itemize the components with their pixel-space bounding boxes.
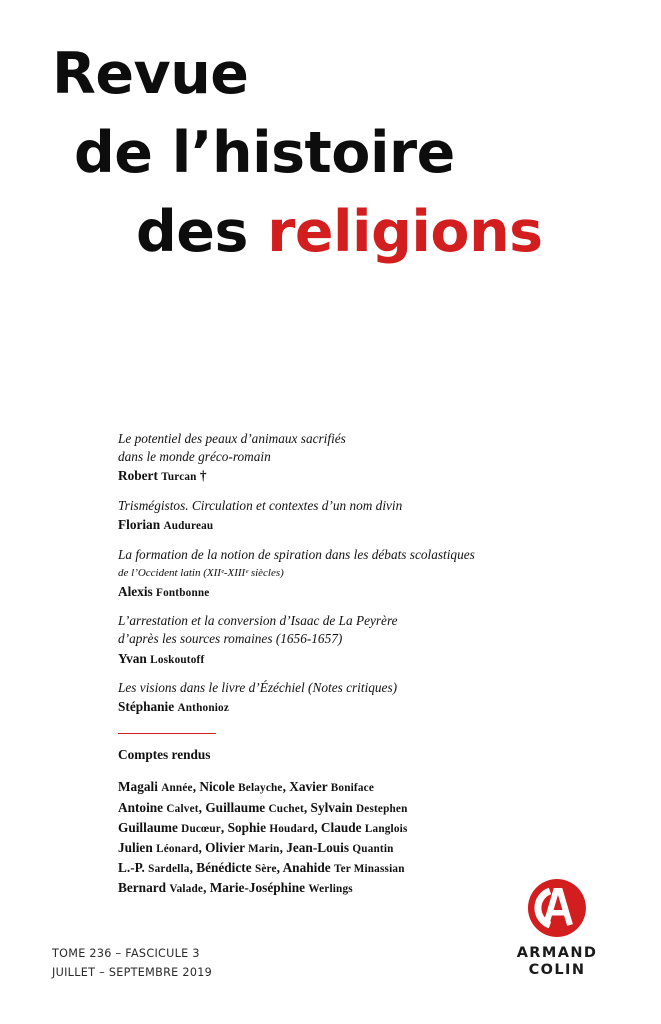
reviewer-lastname: Langlois: [364, 822, 408, 835]
separator: ,: [276, 860, 283, 876]
reviewer-lastname: Calvet: [166, 802, 199, 815]
reviewer-lastname: Ter Minassian: [333, 863, 405, 876]
separator: ,: [192, 779, 200, 795]
list-item: [118, 777, 568, 797]
reviewer-lastname: Houdard: [269, 822, 315, 835]
author-lastname: Fontbonne: [156, 586, 210, 599]
title-word-de-l: de l’: [74, 120, 212, 186]
armand-colin-mark-icon: [526, 877, 588, 939]
article-title-line-2: dans le monde gréco-romain: [118, 448, 271, 464]
reviewer-firstname: Anahide: [282, 860, 334, 876]
toc-entry: [118, 430, 568, 486]
toc-entry: [118, 546, 568, 602]
reviewer-firstname: Antoine: [118, 799, 167, 815]
reviewer-lastname: Valade: [169, 883, 204, 896]
reviewer-firstname: Marie-Joséphine: [209, 880, 309, 896]
reviewer-firstname: Nicole: [199, 779, 239, 795]
author-lastname: Anthonioz: [177, 702, 230, 715]
article-author: [118, 582, 568, 601]
article-author: [118, 515, 568, 534]
title-word-des: des: [136, 199, 268, 265]
publisher-name-line-2: COLIN: [528, 962, 586, 979]
reviewer-firstname: Xavier: [289, 779, 331, 795]
separator: ,: [203, 880, 210, 896]
article-title: [118, 679, 568, 697]
reviewer-lastname: Sardella: [148, 863, 190, 876]
article-title-line-1: Le potentiel des peaux d’animaux sacrifiés: [118, 431, 346, 446]
article-title-line-1: Les visions dans le livre d’Ézéchiel (Notes critiques): [118, 679, 398, 695]
reviewer-firstname: L.-P.: [118, 860, 149, 876]
article-title-line-2: d’après les sources romaines (1656-1657): [118, 630, 343, 646]
author-lastname: Loskoutoff: [150, 653, 205, 666]
reviewer-firstname: Claude: [320, 819, 365, 835]
reviewer-firstname: Julien: [118, 839, 157, 855]
separator: ,: [282, 779, 290, 795]
list-item: [118, 858, 568, 878]
reviewer-lastname: Belayche: [238, 782, 283, 795]
separator: ,: [220, 819, 228, 835]
article-title-line-1: Trismégistos. Circulation et contextes d’un nom divin: [118, 497, 403, 513]
reviewer-lastname: Boniface: [330, 782, 374, 795]
reviewer-lastname: Année: [161, 782, 193, 795]
article-title: [118, 430, 568, 465]
publisher-name: [501, 945, 613, 980]
author-lastname: Audureau: [163, 520, 214, 533]
reviewer-firstname: Bernard: [118, 880, 170, 896]
separator: ,: [279, 839, 287, 855]
list-item: [118, 818, 568, 838]
reviewer-firstname: Sylvain: [310, 799, 356, 815]
list-item: [118, 798, 568, 818]
author-firstname: Stéphanie: [118, 699, 178, 715]
reviewer-firstname: Bénédicte: [196, 860, 255, 876]
author-firstname: Alexis: [118, 583, 157, 599]
title-word-religions: religions: [267, 199, 543, 265]
author-firstname: Robert: [118, 468, 162, 484]
reviewer-firstname: Jean-Louis: [286, 839, 353, 855]
article-title: [118, 612, 568, 647]
issue-info: [52, 945, 212, 982]
reviewer-lastname: Sère: [254, 863, 277, 876]
article-title-line-1: La formation de la notion de spiration dans les débats scolastiques: [118, 546, 475, 562]
title-line-religions: [136, 199, 612, 265]
reviewer-lastname: Quantin: [352, 842, 394, 855]
separator: ,: [189, 860, 197, 876]
author-lastname: Turcan: [161, 471, 197, 484]
reviewer-lastname: Marin: [248, 842, 280, 855]
article-title-line-2: de l’Occident latin (XIIᵉ-XIIIᵉ siècles): [118, 567, 284, 580]
separator: ,: [314, 819, 321, 835]
reviewer-lastname: Ducœur: [181, 822, 221, 835]
reviewer-firstname: Guillaume: [118, 819, 182, 835]
author-firstname: Florian: [118, 517, 164, 533]
journal-title: [52, 41, 612, 265]
article-author: [118, 466, 568, 485]
title-word-histoire: histoire: [212, 120, 455, 186]
article-title: [118, 546, 568, 581]
reviewer-lastname: Cuchet: [268, 802, 304, 815]
reviewer-firstname: Magali: [118, 779, 162, 795]
reviewer-lastname: Léonard: [156, 842, 199, 855]
title-line-histoire: [74, 120, 612, 186]
article-title-line-1: L’arrestation et la conversion d’Isaac de La Peyrère: [118, 613, 398, 629]
author-suffix: †: [196, 468, 207, 484]
reviewer-lastname: Destephen: [356, 802, 408, 815]
author-firstname: Yvan: [118, 650, 151, 666]
reviewer-lastname: Werlings: [308, 883, 353, 896]
separator: ,: [198, 839, 206, 855]
article-title: [118, 497, 568, 515]
list-item: [118, 838, 568, 858]
table-of-contents: [118, 430, 568, 899]
title-line-revue: [52, 41, 612, 107]
reviews-heading: Comptes rendus: [118, 747, 211, 763]
publisher-logo: [501, 877, 613, 980]
section-divider: [118, 733, 216, 735]
issue-volume: TOME 236 – FASCICULE 3: [52, 947, 200, 961]
publisher-name-line-1: ARMAND: [516, 944, 598, 961]
title-word-revue: Revue: [52, 41, 249, 107]
reviewer-firstname: Guillaume: [205, 799, 269, 815]
article-author: [118, 697, 568, 716]
toc-entry: [118, 497, 568, 535]
separator: ,: [303, 799, 311, 815]
article-author: [118, 649, 568, 668]
reviewer-firstname: Olivier: [205, 839, 249, 855]
toc-entry: [118, 612, 568, 668]
issue-date: JUILLET – SEPTEMBRE 2019: [52, 965, 213, 979]
separator: ,: [198, 799, 206, 815]
reviewer-firstname: Sophie: [227, 819, 270, 835]
toc-entry: [118, 679, 568, 717]
